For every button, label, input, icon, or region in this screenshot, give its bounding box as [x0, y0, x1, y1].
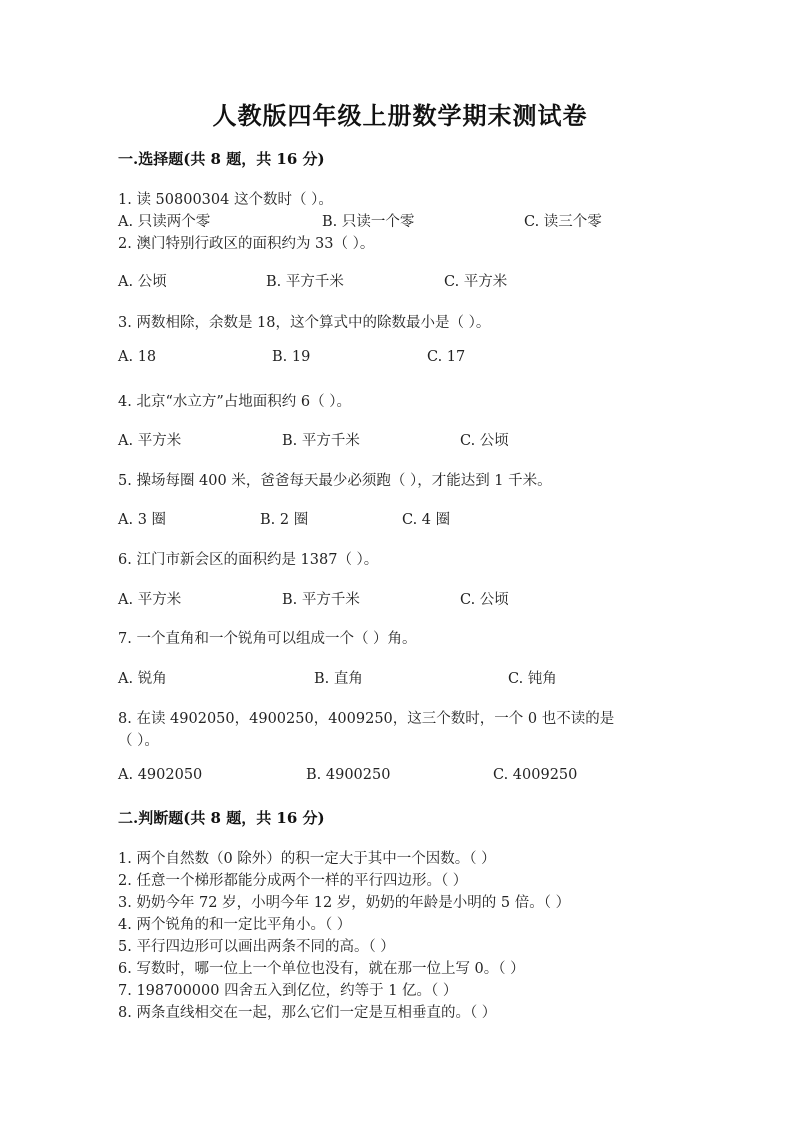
judgement-item-7: 7. 198700000 四舍五入到亿位，约等于 1 亿。（ ）	[118, 983, 458, 999]
judgement-item-3: 3. 奶奶今年 72 岁，小明今年 12 岁，奶奶的年龄是小明的 5 倍。（ ）	[118, 895, 571, 911]
question-3: 3. 两数相除，余数是 18，这个算式中的除数最小是（ ）。	[118, 315, 491, 331]
question-3-option-a: A. 18	[118, 349, 157, 365]
question-2-option-c: C. 平方米	[444, 274, 508, 290]
question-6-option-c: C. 公顷	[460, 592, 509, 608]
question-6: 6. 江门市新会区的面积约是 1387（ ）。	[118, 552, 379, 568]
judgement-item-6: 6. 写数时，哪一位上一个单位也没有，就在那一位上写 0。（ ）	[118, 961, 525, 977]
question-6-option-a: A. 平方米	[118, 592, 182, 608]
question-6-option-b: B. 平方千米	[282, 592, 360, 608]
question-4: 4. 北京“水立方”占地面积约 6（ ）。	[118, 394, 351, 410]
question-2-option-a: A. 公顷	[118, 274, 167, 290]
question-3-option-c: C. 17	[427, 349, 466, 365]
judgement-item-1: 1. 两个自然数（0 除外）的积一定大于其中一个因数。（ ）	[118, 851, 496, 867]
question-5: 5. 操场每圈 400 米，爸爸每天最少必须跑（ ），才能达到 1 千米。	[118, 473, 552, 489]
question-4-option-a: A. 平方米	[118, 433, 182, 449]
question-7-option-b: B. 直角	[314, 671, 363, 687]
question-4-option-c: C. 公顷	[460, 433, 509, 449]
question-1-option-a: A. 只读两个零	[118, 214, 211, 230]
question-1: 1. 读 50800304 这个数时（ ）。	[118, 192, 333, 208]
judgement-item-2: 2. 任意一个梯形都能分成两个一样的平行四边形。（ ）	[118, 873, 468, 889]
page-title: 人教版四年级上册数学期末测试卷	[212, 101, 588, 130]
question-2: 2. 澳门特别行政区的面积约为 33（ ）。	[118, 236, 375, 252]
judgement-item-4: 4. 两个锐角的和一定比平角小。（ ）	[118, 917, 352, 933]
question-8: 8. 在读 4902050，4900250，4009250，这三个数时，一个 0 也不读的是	[118, 711, 615, 727]
question-1-option-b: B. 只读一个零	[322, 214, 415, 230]
question-1-option-c: C. 读三个零	[524, 214, 602, 230]
question-5-option-a: A. 3 圈	[118, 512, 167, 528]
question-5-option-c: C. 4 圈	[402, 512, 451, 528]
question-7-option-c: C. 钝角	[508, 671, 557, 687]
question-2-option-b: B. 平方千米	[266, 274, 344, 290]
judgement-item-5: 5. 平行四边形可以画出两条不同的高。（ ）	[118, 939, 395, 955]
question-8-option-b: B. 4900250	[306, 767, 391, 783]
question-7: 7. 一个直角和一个锐角可以组成一个（ ）角。	[118, 631, 417, 647]
question-5-option-b: B. 2 圈	[260, 512, 309, 528]
section-heading-judgement: 二.判断题(共 8 题，共 16 分)	[118, 809, 325, 827]
section-heading-choice: 一.选择题(共 8 题，共 16 分)	[118, 150, 325, 168]
judgement-item-8: 8. 两条直线相交在一起，那么它们一定是互相垂直的。（ ）	[118, 1005, 497, 1021]
question-8-option-c: C. 4009250	[493, 767, 578, 783]
question-8-continuation: （ ）。	[118, 733, 159, 749]
question-3-option-b: B. 19	[272, 349, 311, 365]
question-8-option-a: A. 4902050	[118, 767, 203, 783]
question-7-option-a: A. 锐角	[118, 671, 167, 687]
question-4-option-b: B. 平方千米	[282, 433, 360, 449]
